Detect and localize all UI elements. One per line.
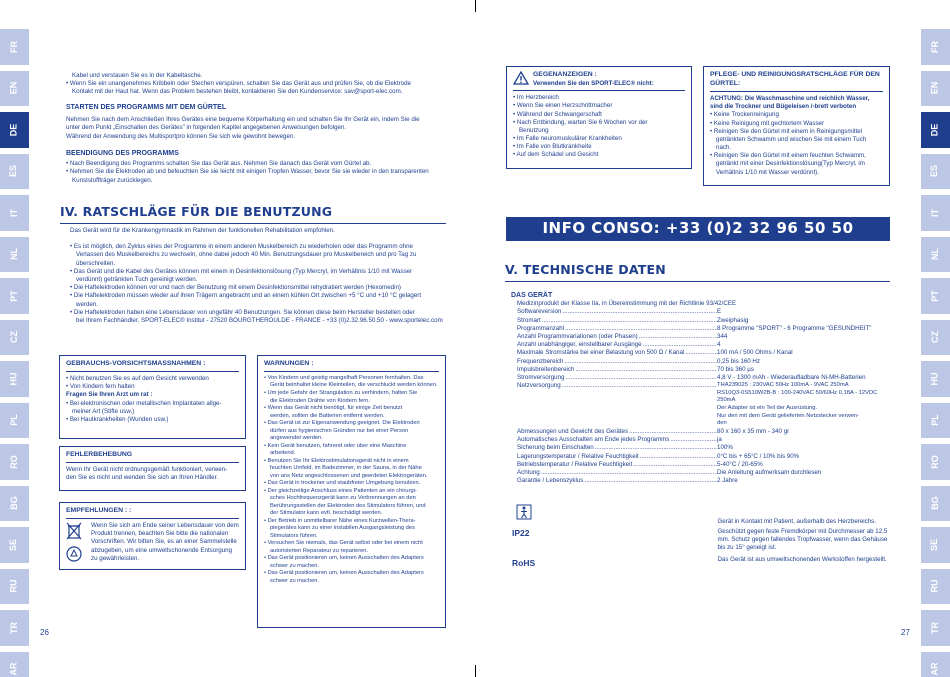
recycle-icon [66,546,82,562]
section4-body [70,227,450,325]
spec-label [517,436,717,444]
language-tab-label: ES [929,165,940,178]
language-tab-label: NL [8,248,19,261]
warning-line: der Stimulator kann evtl. beschädigt werden. [270,510,383,517]
warning-line: dürfen aus hygienischen Gründen nur bei einer Person [270,427,409,434]
warning-line: • Das Gerät positionieren um, keinen Ausschalten des Adapters [264,570,424,577]
spec-row [517,317,896,325]
care-line: getränkten Schwamm und wischen Sie mit einem Tuch [716,135,867,143]
care-line: • Keine Reinigung mit gechlortem Wasser [710,119,825,127]
warning-line: piegerätes kann zu einer instabilen Ausgangsleistung des [270,525,415,532]
end-title: BEENDIGUNG DES PROGRAMMS [66,150,179,157]
spec-list [517,308,896,485]
info-conso-banner: INFO CONSO: +33 (0)2 32 96 50 50 [506,217,890,241]
spec-label [517,382,717,428]
spec-row [517,341,896,349]
language-tab-en[interactable] [921,71,950,107]
spec-row [517,358,896,366]
warning-line: • Versuchen Sie niemals, das Gerät selbst oder bei einem nicht [264,540,423,547]
language-tab-hu[interactable] [921,361,950,397]
intro-text [66,72,456,97]
spec-label [517,366,717,374]
spec-label-text: Programmanzahl [517,324,565,332]
language-tab-label: FR [8,40,19,53]
end-line: • Nehmen Sie die Elektroden ab und befeuchten Sie sie leicht mit einigen Tropfen Wasser, bevor Sie sie wieder in den transparenten [66,168,429,176]
recommendation-line: abzugeben, um eine umweltschonende Entsorgung [91,546,233,554]
spec-label-text: Stromversorgung [517,373,565,381]
language-tab-label: PT [929,289,940,302]
language-tab-label: EN [8,81,19,95]
precautions-list [66,375,239,424]
precaution-line: Fragen Sie Ihren Arzt um rat : [66,391,153,399]
intro-line: • Wenn Sie ein unangenehmes Kribbeln oder Stechen verspüren, schalten Sie das Gerät aus und prüfen Sie, ob die Elektrode [66,80,411,88]
spec-label [517,444,717,452]
spec-row [517,428,896,436]
spec-label-text: Impulsbreitenbereich [517,365,575,373]
language-tab-label: PL [929,414,940,427]
warnings-box [257,355,446,628]
section5-header [505,262,890,282]
care-box [703,66,890,186]
language-tab-pl[interactable] [921,403,950,439]
warning-line: • Um jede Gefahr der Strangulation zu verhindern, halten Sie [264,390,418,396]
spec-label [517,333,717,341]
spec-label [517,308,717,316]
contra-line: • Auf dem Schädel und Gesicht [513,151,599,159]
intro-line: Kabel und verstauen Sie es in der Kabeltasche. [72,72,203,79]
warning-line: sches Hochfrequenzgerät kann zu Verbrennungen an den [270,495,416,502]
section4-line: • Die Haftelektroden können vor und nach der Benutzung mit einem Desinfektionsmittel rehydratiert werden (Hexomedin) [70,284,401,292]
spec-value: 100% [717,444,733,452]
language-sidebar-left [0,29,29,677]
language-tab-pl[interactable] [0,403,29,439]
section4-line: bei Ihrem Fachhändler. SPORT-ELEC® Institut - 27520 BOURGTHEROULDE - FRANCE - +33 (0)2.32.96.50.50 - www.sportelec.com [76,316,443,324]
care-warning: ACHTUNG: Die Waschmaschine und reichlich Wasser, sind die Trockner und Bügeleisen /-brett verboten [710,94,870,111]
spec-row [517,461,896,469]
spec-value: E [717,308,722,316]
care-line: • Reinigen Sie den Gürtel mit einem in Reinigungsmittel [710,127,863,135]
precaution-line: • Nicht benutzen Sie es auf dem Gesicht verwenden [66,374,209,382]
warning-line: feuchten Umfeld, im Badezimmer, in der Sauna, in der Nähe [270,465,422,472]
spec-label [517,349,717,357]
spec-value: Zweiphasig [717,316,749,324]
fault-line: den Sie es nicht und wenden Sie sich an Ihren Händler. [66,474,219,482]
language-tab-label: RO [8,455,19,469]
section4-line: überschreiten. [76,259,116,267]
spec-label [517,469,717,477]
language-tab-label: TR [929,621,940,634]
warning-line: Gerät beinhaltet kleine Kleinteilen, die verschluckt werden können. [270,382,438,389]
spec-row [517,366,896,374]
device-desc: Medizinprodukt der Klasse IIa, in Übereinstimmung mit der Richtlinie 93/42/CEE [517,300,737,308]
recommendations-list [91,522,239,565]
care-line: Verhältnis 1/10 mit Wasser verdünnt). [716,168,819,176]
page-number-right: 27 [901,628,910,637]
language-tab-se[interactable] [921,527,950,563]
warning-line: • Von Kindern und geistig mangelhaft Personen fernhalten. Das [264,374,424,381]
fold-mark-top [475,0,476,12]
spec-label-text: Lagerungstemperatur / Relative Feuchtigkeit [517,452,639,460]
warning-line: schwer zu machen. [270,577,319,584]
language-tab-es[interactable] [0,154,29,190]
spec-row [517,349,896,357]
contra-line: • Im Falle von Blutkrankheite [513,143,592,151]
recommendation-line: Vorschriften. Wir bitten Sie, es an einer Sammelstelle [91,538,237,546]
language-tab-label: FR [929,40,940,53]
warning-line: • Das Gerät in trockener und staubfreier Umgebung benutzen. [264,480,421,487]
language-tab-ar[interactable] [0,652,29,677]
spec-label-text: Automatisches Ausschalten am Ende jedes Programms [517,436,670,444]
spec-value: 0°C bis + 65°C / 10% bis 90% [717,452,800,460]
contraindications-box [506,66,692,169]
spec-value: 0,25 bis 160 Hz [717,357,760,365]
warning-line: arbeitend. [270,450,296,457]
specs-section [511,291,896,485]
spec-label-text: Anzahl Programmvariationen (oder Phasen) [517,332,638,340]
spec-value: 5-40°C / 20-65% [717,460,763,468]
spec-label-text: Anzahl unabhängiger, einstellbarer Ausgänge [517,341,642,349]
spec-value: 8 Programme "SPORT" - 6 Programme "GESUNDHEIT" [717,324,872,332]
intro-line: Kontakt mit der Haut hat. Wenn das Problem bestehen bleibt, kontaktieren Sie den Kundenservice: sav@sport-elec.com. [72,88,403,96]
start-section [66,103,456,141]
language-tab-it[interactable] [0,195,29,231]
language-tab-tr[interactable] [921,610,950,646]
spec-value: ja [717,436,722,444]
bf-applied-part-icon [516,504,532,520]
language-tab-label: EN [929,81,940,95]
start-line: Während der Anwendung des Multisportpro können Sie sich wie gewohnt bewegen. [66,132,296,140]
language-tab-it[interactable] [921,195,950,231]
contra-line: • Nach Entbindung, warten Sie 6 Wochen vor der [513,118,648,126]
language-tab-label: BG [8,496,19,510]
ip-text: Geschützt gegen feste Fremdkörper mit Durchmesser ab 12,5 mm. Schutz gegen fallendes Tropfwasser, wenn das Gehäuse bis zu 15° geneigt ist. [717,528,888,552]
spec-label [517,428,717,436]
recommendation-line: zu gewährleisten. [91,554,140,562]
spec-label [517,317,717,325]
precaution-line: • Bei elektronischen oder metallischen Implantaten allge- [66,399,222,407]
language-sidebar-right [921,29,950,677]
spec-label-text: Softwareversion [517,308,562,316]
precaution-line: • Von Kindern fern halten [66,383,135,391]
section4-line: • Das Gerät und die Kabel des Gerätes können mit einem in Desinfektionslösung (Typ Mercryl, im Verhältnis 1/10 mit Wasser [70,267,413,275]
spec-row [517,382,896,428]
fault-title: FEHLERBEHEBUNG [66,451,239,463]
recommendations-box [59,502,246,570]
warning-line: angewendet werden. [270,435,323,442]
spec-row [517,333,896,341]
care-list [710,111,883,177]
language-tab-label: TR [8,621,19,634]
section4-line: Verlassen des Muskelbereichs zu wechseln, ohne dabei jedoch 40 Min. Benutzungsdauer pro Muskelbereich und pro Tag zu [76,251,417,259]
spec-label [517,341,717,349]
spec-label [517,477,717,485]
warning-line: werden, sollten die Batterien entfernt werden. [270,412,385,419]
language-tab-label: NL [929,248,940,261]
spec-label-text: Netzversorgung [517,382,561,390]
spec-value: 80 x 160 x 35 mm - 340 gr [717,427,790,435]
language-tab-bg[interactable] [921,486,950,522]
language-tab-nl[interactable] [0,237,29,273]
language-tab-cz[interactable] [0,320,29,356]
language-tab-label: SE [929,538,940,551]
language-tab-label: AR [929,662,940,676]
care-line: • Reinigen Sie den Gürtel mit einem feuchten Schwamm, [710,152,866,160]
warning-line: von ans Netz angeschlossenen und geerdeten Elektrogeräten. [270,472,428,479]
spec-label [517,461,717,469]
start-line: Nehmen Sie nach dem Anschließen Ihres Gerätes eine bequeme Körperhaltung ein und schalten Sie Ihr Gerät ein, indem Sie die [66,116,420,124]
end-line: Kunststoffträger zurücklegen. [72,176,153,184]
precaution-line: • Bei Hautkrankheiten (Wunden usw.) [66,415,169,423]
spec-row [517,436,896,444]
spec-value: 4 [717,341,721,349]
care-line: • Keine Trockenreinigung [710,111,779,119]
language-tab-label: HU [8,372,19,386]
section4-line: werden. [76,300,99,308]
language-tab-label: IT [929,208,940,217]
language-tab-cz[interactable] [921,320,950,356]
recommendations-title: EMPFEHLUNGEN : : [66,507,239,519]
spec-label-text: Stromart [517,316,541,324]
section4-title: IV. RATSCHLÄGE FÜR DIE BENUTZUNG [60,204,333,219]
device-title: DAS GERÄT [511,292,553,299]
spec-label-text: Achtung [517,468,540,476]
language-tab-ro[interactable] [0,444,29,480]
spec-label-text: Betriebstemperatur / Relative Feuchtigkeit [517,460,633,468]
section4-line: • Die Haftelektroden müssen wieder auf ihren Trägern angebracht und an einem kühlen Ort zwischen +5 °C und +10 °C gelagert [70,292,422,300]
language-tab-en[interactable] [0,71,29,107]
precaution-line: meiner Art (Stifte usw.) [72,407,135,415]
spec-label-text: Frequenzbereich [517,357,564,365]
spec-value: THA239025 : 230VAC 50Hz 100mA - 9VAC 250mA RS10Q3-0S510W2B-B : 100-240VAC 50/60Hz 0.18A - 12VDC 250mA Der Adapter ist ein Teil der Ausrüstung. Nur den mit dem Gerät gelieferten Netzstecker verwen- den [717,382,878,427]
care-title: PFLEGE- UND REINIGUNGSRATSCHLÄGE FÜR DEN GÜRTEL: [710,71,883,92]
language-tab-label: PT [8,289,19,302]
warning-line: schwer zu machen. [270,562,319,569]
section4-line: • Es ist möglich, den Zyklus eines der Programme in einem anderen Muskelbereich zu wiederholen oder das Programm ohne [70,243,413,251]
language-tab-de[interactable] [0,112,29,148]
warning-line: • Kein Gerät benutzen, fahrend oder über eine Maschine [264,442,407,449]
spec-row [517,469,896,477]
spec-label [517,374,717,382]
warnings-title: WARNUNGEN : [264,360,439,372]
rohs-text: Das Gerät ist aus umweltschonenden Werkstoffen hergestellt. [717,555,887,563]
section4-line: • Die Haftelektroden haben eine Lebensdauer von ungefähr 40 Benutzungen. Sie können diese beim Hersteller bestellen oder [70,308,415,316]
language-tab-ro[interactable] [921,444,950,480]
ip-label: IP22 [512,528,530,538]
spec-value: 4,8 V - 1300 mAh - Wiederaufladbare Ni-MH-Batterien [717,373,866,381]
language-tab-nl[interactable] [921,237,950,273]
language-tab-label: HU [929,372,940,386]
spec-value: 100 mA / 500 Ohms / Kanal [717,349,793,357]
section4-list [70,243,450,325]
spec-value: Die Anleitung aufmerksam durchlesen [717,468,822,476]
end-line: • Nach Beendigung des Programms schalten Sie das Gerät aus. Nehmen Sie danach das Gerät vom Gürtel ab. [66,160,372,168]
section5-title: V. TECHNISCHE DATEN [505,262,666,277]
spec-value: 344 [717,332,728,340]
section4-line: verdünnt) getränkten Tuch gereinigt werden. [76,275,198,283]
language-tab-se[interactable] [0,527,29,563]
spec-row [517,325,896,333]
language-tab-pt[interactable] [921,278,950,314]
warning-line: Berührungsstellen der Elektroden des Stimulators führen, und [270,502,426,509]
warning-triangle-icon [513,71,529,85]
language-tab-label: BG [929,496,940,510]
spec-label [517,358,717,366]
language-tab-hu[interactable] [0,361,29,397]
language-tab-ru[interactable] [921,569,950,605]
spec-label-text: Abmessungen und Gewicht des Gerätes [517,427,629,435]
warning-line: • Benutzen Sie Ihr Elektrostimulationsgerät nicht in einem [264,457,409,464]
language-tab-ar[interactable] [921,652,950,677]
recommendation-line: Wenn Sie sich am Ende seiner Lebensdauer von dem [91,521,239,529]
language-tab-label: CZ [929,331,940,344]
spec-label-text: Sicherung beim Einschalten [517,444,594,452]
spec-row [517,374,896,382]
language-tab-fr[interactable] [921,29,950,65]
care-line: getränkt mit einer Desinfektionslösung(Typ Mercryl, im [716,160,865,168]
bf-text: Gerät in Kontakt mit Patient, außerhalb des Herzbereichs. [717,518,876,525]
warning-line: die Elektroden Drähte von Kindern fern. [270,397,370,404]
spec-label [517,453,717,461]
language-tab-bg[interactable] [0,486,29,522]
fault-box [59,446,246,491]
contra-line: • Im Falle neuromuskulärer Krankheiten [513,135,622,143]
language-tab-label: RO [929,455,940,469]
warning-line: Stimulators führen. [270,532,318,539]
contra-line: • Im Herzbereich [513,94,559,102]
contra-line: • Wenn Sie einen Herzschrittmacher [513,102,613,110]
language-tab-de[interactable] [921,112,950,148]
care-line: nach. [716,144,732,152]
language-tab-label: IT [8,208,19,217]
language-tab-pt[interactable] [0,278,29,314]
section4-header [60,204,446,224]
warnings-list [264,375,439,585]
rohs-label: RoHS [512,557,536,568]
precautions-box [59,355,246,439]
language-tab-label: DE [929,123,940,137]
language-tab-label: AR [8,662,19,676]
language-tab-fr[interactable] [0,29,29,65]
warning-line: • Wenn das Gerät nicht benötigt, für einige Zeit benutzt [264,405,403,412]
page-number-left: 26 [40,628,49,637]
weee-bin-icon [66,522,82,540]
start-title: STARTEN DES PROGRAMMS MIT DEM GÜRTEL [66,104,227,111]
contra-line: • Während der Schwangerschaft [513,110,602,118]
language-tab-label: RU [8,579,19,593]
language-tab-tr[interactable] [0,610,29,646]
contra-list [513,94,685,160]
language-tab-label: ES [8,165,19,178]
warning-line: autorisierten Reparateur zu reparieren. [270,547,369,554]
language-tab-label: DE [8,123,19,137]
language-tab-label: CZ [8,331,19,344]
warning-line: • Das Gerät ist zur Eigenanwendung geeignet. Die Elektroden [264,420,420,427]
spec-row [517,308,896,316]
precautions-title: GEBRAUCHS-VORSICHTSMASSNAHMEN : [66,360,239,372]
spec-row [517,453,896,461]
language-tab-ru[interactable] [0,569,29,605]
spec-value: 2 Jahre [717,477,738,485]
contra-subtitle: Verwenden Sie den SPORT-ELEC® nicht: [533,79,654,87]
language-tab-label: PL [8,414,19,427]
spec-row [517,444,896,452]
spec-row [517,477,896,485]
recommendation-line: Produkt trennen, beachten Sie bitte die nationalen [91,530,229,538]
spec-value: 70 bis 360 µs [717,365,754,373]
end-section [66,149,456,185]
spec-label-text: Garantie / Lebenszyklus [517,477,584,485]
section4-intro: Das Gerät wird für die Krankengymnastik im Rahmen der funktionellen Rehabilitation empfohlen. [70,227,335,234]
symbols-section [512,504,892,569]
language-tab-label: SE [8,538,19,551]
warning-line: • Der Betrieb in unmittelbarer Nähe eines Kurzwellen-Thera- [264,517,416,524]
fault-line: Wenn Ihr Gerät nicht ordnungsgemäß funktioniert, verwen- [66,465,228,473]
spec-label [517,325,717,333]
language-tab-label: RU [929,579,940,593]
spec-label-text: Maximale Stromstärke bei einer Belastung von 500 Ω / Kanal [517,349,685,357]
language-tab-es[interactable] [921,154,950,190]
warning-line: • Das Gerät positionieren um, keinen Ausschalten des Adapters [264,555,424,562]
contra-title: GEGENANZEIGEN : [533,71,597,78]
start-line: unter dem Punkt „Einschalten des Gerätes" in folgenden Kapitel angegebenen Anweisungen befolgen. [66,124,347,132]
warning-line: • Der gleichzeitige Anschluss eines Patienten an ein chirurgi- [264,487,417,494]
fold-mark-bottom [475,665,476,677]
contra-line: Benutzung [519,126,549,134]
